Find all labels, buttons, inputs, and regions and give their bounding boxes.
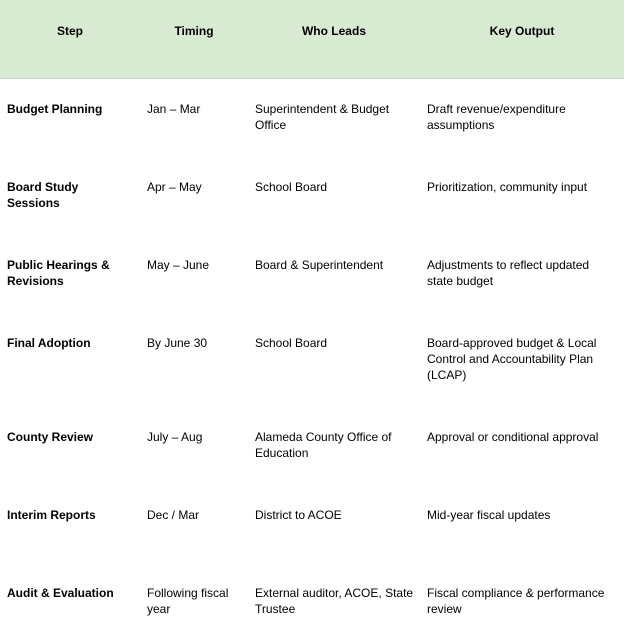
cell-step: Final Adoption bbox=[7, 336, 91, 350]
cell-timing: Jan – Mar bbox=[147, 102, 201, 116]
cell-step: County Review bbox=[7, 430, 94, 444]
cell-timing: By June 30 bbox=[147, 336, 208, 350]
cell-key-output: Board-approved budget & Local Control and Accountability Plan (LCAP) bbox=[427, 336, 597, 382]
cell-key-output: Fiscal compliance & performance review bbox=[427, 586, 605, 616]
cell-who-leads: External auditor, ACOE, State Trustee bbox=[255, 586, 414, 616]
cell-step: Public Hearings & Revisions bbox=[7, 258, 110, 288]
cell-step: Budget Planning bbox=[7, 102, 103, 116]
cell-timing: May – June bbox=[147, 258, 210, 272]
cell-key-output: Adjustments to reflect updated state budget bbox=[427, 258, 590, 288]
cell-timing: Apr – May bbox=[147, 180, 202, 194]
cell-timing: Dec / Mar bbox=[147, 508, 200, 522]
header-step: Step bbox=[56, 24, 83, 38]
cell-who-leads: District to ACOE bbox=[255, 508, 342, 522]
cell-key-output: Mid-year fiscal updates bbox=[427, 508, 551, 522]
cell-who-leads: Board & Superintendent bbox=[255, 258, 384, 272]
cell-step: Interim Reports bbox=[7, 508, 96, 522]
header-timing: Timing bbox=[174, 24, 214, 38]
cell-key-output: Draft revenue/expenditure assumptions bbox=[427, 102, 566, 132]
cell-timing: Following fiscal year bbox=[147, 586, 229, 616]
cell-step: Board Study Sessions bbox=[7, 180, 79, 210]
header-who-leads: Who Leads bbox=[301, 24, 366, 38]
cell-step: Audit & Evaluation bbox=[7, 586, 114, 600]
cell-timing: July – Aug bbox=[147, 430, 203, 444]
cell-who-leads: Alameda County Office of Education bbox=[255, 430, 392, 460]
header-key-output: Key Output bbox=[489, 24, 555, 38]
cell-who-leads: School Board bbox=[255, 180, 328, 194]
table-header bbox=[0, 0, 624, 79]
cell-key-output: Approval or conditional approval bbox=[427, 430, 599, 444]
cell-who-leads: School Board bbox=[255, 336, 328, 350]
cell-key-output: Prioritization, community input bbox=[427, 180, 588, 194]
cell-who-leads: Superintendent & Budget Office bbox=[255, 102, 390, 132]
